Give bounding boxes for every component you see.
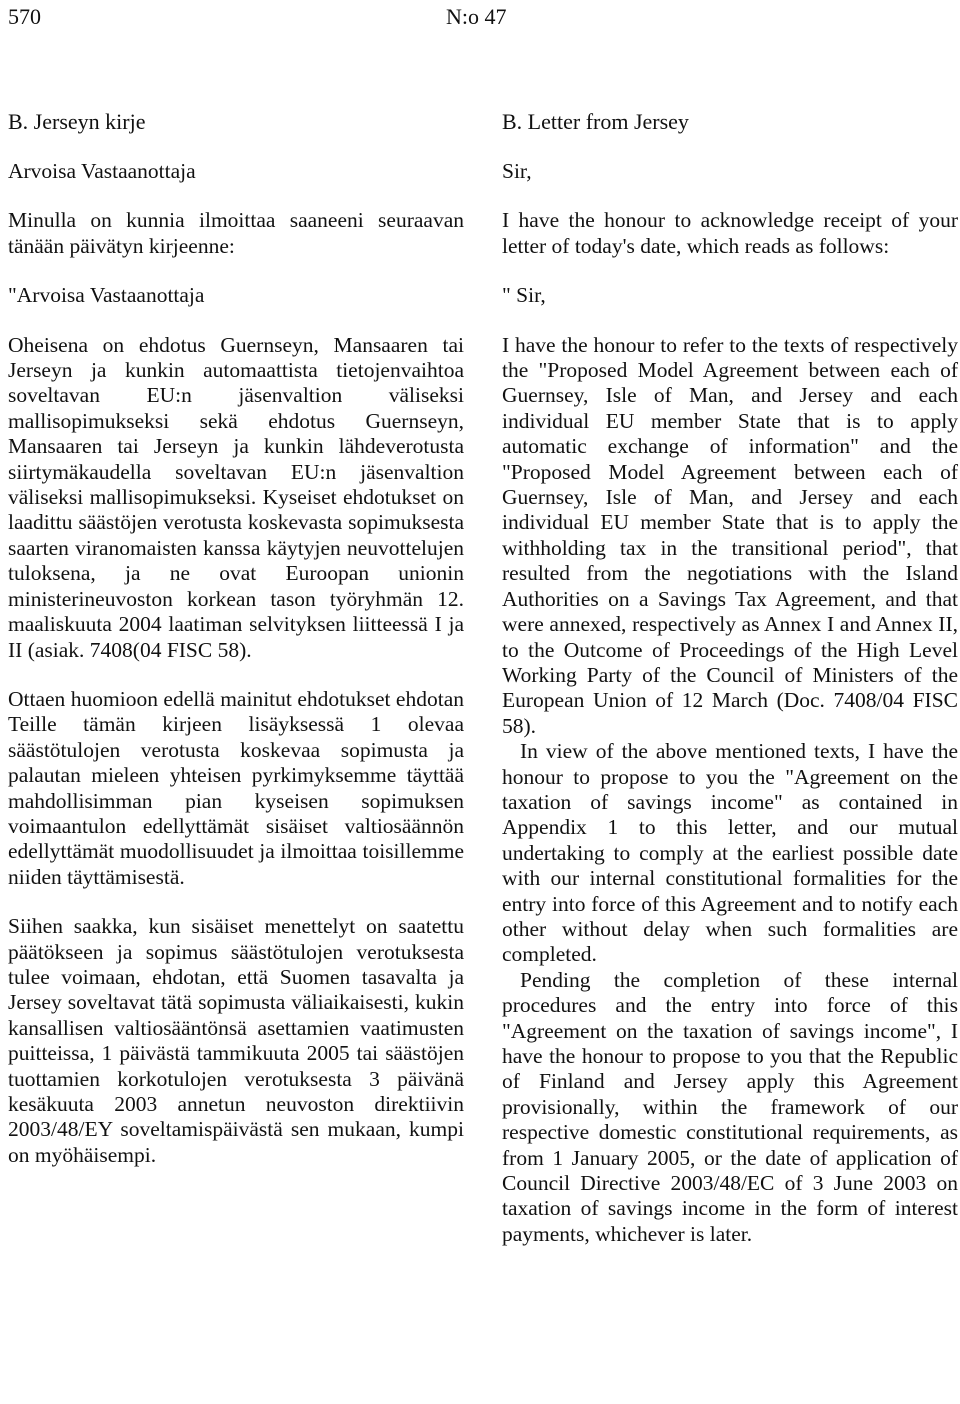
finnish-column xyxy=(8,109,464,1168)
english-heading: B. Letter from Jersey xyxy=(502,109,689,134)
english-paragraph-1: I have the honour to refer to the texts of respectively the "Proposed Model Agreement between each of Guernsey, Isle of Man, and Jersey and each individual EU member State that is to apply automatic exchange of information" and the "Proposed Model Agreement between each of Guernsey, Isle of Man, and Jersey and each individual EU member State that is to apply the withholding tax in the transitional period", that resulted from the negotiations with the Island Authorities on a Savings Tax Agreement, and that were annexed, respectively as Annex I and Annex II, to the Outcome of Proceedings of the High Level Working Party of the Council of Ministers of the European Union of 12 March (Doc. 7408/04 FISC 58). xyxy=(502,332,958,738)
finnish-paragraph-2: Ottaen huomioon edellä mainitut ehdotukset ehdotan Teille tämän kirjeen lisäyksessä 1 olevaa säästötulojen verotusta koskevaa sopimusta ja palautan mieleen yhteisen pyrkimyksemme täyttää mahdollisimman pian kyseisen sopimuksen voimaantulon edellyttämät sisäiset valtiosäännön edellyttämät muodollisuudet ja ilmoittaa toisillemme niiden täyttämisestä. xyxy=(8,686,464,889)
english-paragraph-2: In view of the above mentioned texts, I have the honour to propose to you the "Agreement on the taxation of savings income" as contained in Appendix 1 to this letter, and our mutual undertaking to comply at the earliest possible date with our internal constitutional formalities for the entry into force of this Agreement and to notify each other without delay when such formalities are completed. xyxy=(502,739,958,967)
finnish-paragraph-1: Oheisena on ehdotus Guernseyn, Mansaaren tai Jerseyn ja kunkin automaattista tietojenvaihtoa soveltavan EU:n jäsenvaltion väliseksi mallisopimukseksi sekä ehdotus Guernseyn, Mansaaren tai Jerseyn ja kunkin lähdeverotusta siirtymäkaudella soveltavan EU:n jäsenvaltion väliseksi mallisopimukseksi. Kyseiset ehdotukset on laadittu säästöjen verotusta koskevasta sopimuksesta saarten viranomaisten kanssa käytyjen neuvottelujen tuloksena, ja ne ovat Euroopan unionin ministerineuvoston korkean tason työryhmän 12. maaliskuuta 2004 laatiman selvityksen liitteessä I ja II (asiak. 7408(04 FISC 58). xyxy=(8,332,464,662)
english-paragraph-3: Pending the completion of these internal procedures and the entry into force of this "Agreement on the taxation of savings income", I have the honour to propose to you that the Republic of Finland and Jersey apply this Agreement provisionally, within the framework of our respective domestic constitutional requirements, as from 1 January 2005, or the date of application of Council Directive 2003/48/EC of 3 June 2003 on taxation of savings income in the form of interest payments, whichever is later. xyxy=(502,967,958,1246)
english-column xyxy=(502,109,958,1247)
english-quoted-salutation: " Sir, xyxy=(502,283,546,308)
finnish-quoted-salutation: "Arvoisa Vastaanottaja xyxy=(8,283,205,308)
english-salutation: Sir, xyxy=(502,159,532,183)
finnish-salutation: Arvoisa Vastaanottaja xyxy=(8,159,196,183)
page-number: 570 xyxy=(8,4,41,29)
finnish-paragraph-3: Siihen saakka, kun sisäiset menettelyt on saatettu päätökseen ja sopimus säästötulojen verotuksesta tulee voimaan, ehdotan, että Suomen tasavalta ja Jersey soveltavat tätä sopimusta väliaikaisesti, kukin kansallisen valtiosääntönsä asettamien vaatimusten puitteissa, 1 päivästä tammikuuta 2005 tai säästöjen tuottamien korkotulojen verotuksesta 3 päivänä kesäkuuta 2003 annetun neuvoston direktiivin 2003/48/EY soveltamispäivästä sen mukaan, kumpi on myöhäisempi. xyxy=(8,914,464,1167)
finnish-heading: B. Jerseyn kirje xyxy=(8,109,146,134)
finnish-intro: Minulla on kunnia ilmoittaa saaneeni seuraavan tänään päivätyn kirjeenne: xyxy=(8,208,464,258)
journal-number: N:o 47 xyxy=(446,4,507,29)
english-intro: I have the honour to acknowledge receipt of your letter of today's date, which reads as follows: xyxy=(502,208,958,258)
